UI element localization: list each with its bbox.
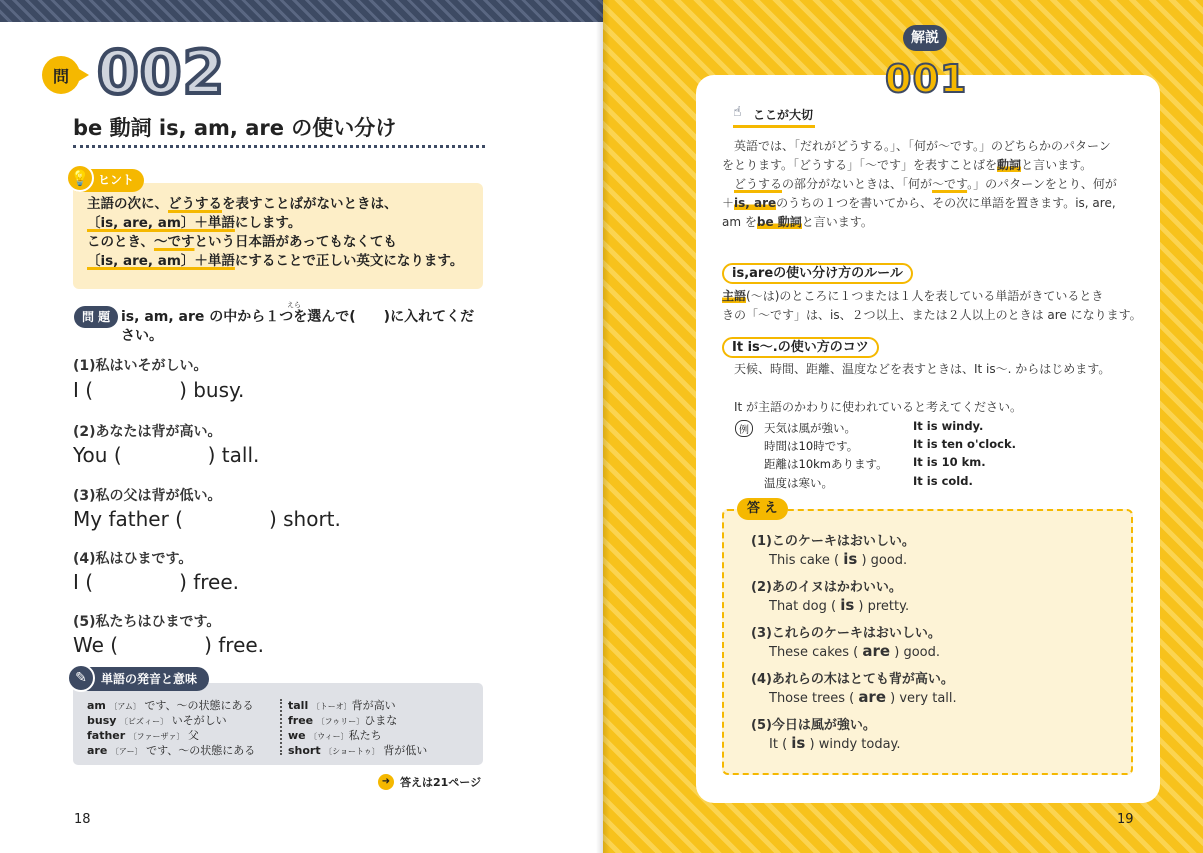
question-jp: (4)私はひまです。: [73, 551, 193, 567]
page-title: be 動詞 is, am, are の使い分け: [73, 116, 397, 140]
vocab-column-right: [288, 699, 427, 759]
vocab-entry: father 〔ファーザァ〕 父: [87, 729, 200, 742]
vocab-tag: 単語の発音と意味: [73, 667, 209, 691]
problem-tag: 問 題: [74, 306, 118, 328]
example-jp: 距離は10kmあります。: [764, 457, 888, 471]
important-heading: ここが大切: [733, 106, 815, 128]
answer-en: This cake ( is ) good.: [769, 550, 908, 568]
answer-page-link[interactable]: [378, 774, 481, 790]
vocab-box: [73, 683, 483, 765]
example-jp: 時間は10時です。: [764, 439, 859, 453]
vocab-entry: are 〔アー〕 です、〜の状態にある: [87, 744, 256, 757]
question-badge: 問: [42, 56, 80, 94]
vocab-entry: free 〔フゥリー〕ひまな: [288, 714, 398, 727]
vocab-entry: am 〔アム〕 です、〜の状態にある: [87, 699, 254, 712]
question-jp: (5)私たちはひまです。: [73, 614, 221, 630]
furigana: えら: [287, 301, 301, 309]
title-divider: [73, 145, 485, 148]
page-number-left: 18: [74, 812, 91, 827]
explanation-tag: 解説: [903, 25, 947, 51]
rule-heading: is,areの使い分け方のルール: [722, 263, 913, 284]
itis-paragraph: 天候、時間、距離、温度などを表すときは、It is〜. からはじめます。 It が主語のかわりに使われていると考えてください。: [734, 362, 1111, 414]
answer-link-text: 答えは21ページ: [400, 776, 482, 789]
vocab-column-left: [87, 699, 255, 759]
example-en: It is ten o'clock.: [913, 437, 1016, 451]
vocab-entry: short 〔ショートゥ〕 背が低い: [288, 744, 428, 757]
book-gutter: [596, 0, 610, 853]
question-en: I ( ) free.: [73, 570, 240, 594]
question-en: You ( ) tall.: [73, 443, 260, 467]
answer-en: Those trees ( are ) very tall.: [769, 688, 957, 706]
answer-jp: (1)このケーキはおいしい。: [751, 534, 915, 549]
answers-tag: 答 え: [737, 498, 788, 520]
question-jp: (3)私の父は背が低い。: [73, 488, 222, 504]
answer-jp: (2)あのイヌはかわいい。: [751, 580, 902, 595]
example-jp: 温度は寒い。: [764, 476, 833, 490]
vocab-entry: tall 〔トーオ〕背が高い: [288, 699, 396, 712]
arrow-right-icon: ➜: [378, 774, 394, 790]
vocab-separator: [280, 699, 282, 755]
example-en: It is windy.: [913, 419, 984, 433]
problem-instruction: is, am, are の中から１つを選んで( )に入れてください。: [121, 309, 475, 344]
page-number-right: 19: [1117, 812, 1134, 827]
explanation-number: 001: [885, 57, 968, 101]
answer-en: It ( is ) windy today.: [769, 734, 901, 752]
example-jp: 天気は風が強い。: [764, 421, 856, 435]
answer-jp: (4)あれらの木はとても背が高い。: [751, 672, 954, 687]
question-en: We ( ) free.: [73, 633, 265, 657]
question-number: 002: [97, 38, 226, 108]
question-en: My father ( ) short.: [73, 507, 341, 531]
pencil-icon: ✎: [67, 664, 95, 692]
question-jp: (2)あなたは背が高い。: [73, 424, 222, 440]
intro-paragraph: 英語では、「だれがどうする。」、「何が〜です。」のどちらかのパターン をとります。「どうする」「〜です」を表すことばを動詞と言います。 どうするの部分がないときは、「何が〜です。」のパターンをとり、何が ＋is, areのうちの１つを書いてから、その次に単語を置きます。is, are, am をbe 動詞と言います。: [722, 139, 1117, 229]
vocab-entry: busy 〔ビズィー〕 いそがしい: [87, 714, 227, 727]
vocab-entry: we 〔ウィー〕私たち: [288, 729, 382, 742]
example-en: It is 10 km.: [913, 455, 986, 469]
example-mark: 例: [735, 420, 753, 437]
question-jp: (1)私はいそがしい。: [73, 358, 208, 374]
top-stripe-band: [0, 0, 603, 22]
question-en: I ( ) busy.: [73, 378, 245, 402]
itis-heading: It is〜.の使い方のコツ: [722, 337, 879, 358]
answer-jp: (5)今日は風が強い。: [751, 718, 876, 733]
hint-box: 主語の次に、どうするを表すことばがないときは、 〔is, are, am〕＋単語にします。 このとき、〜ですという日本語があってもなくても 〔is, are, am〕＋単語にすることで正しい英文になります。: [73, 183, 483, 289]
rule-paragraph: 主語(〜は)のところに１つまたは１人を表している単語がきているとき きの「〜です」は、is、２つ以上、または２人以上のときは are になります。: [722, 289, 1142, 322]
answer-jp: (3)これらのケーキはおいしい。: [751, 626, 941, 641]
lightbulb-icon: 💡: [66, 164, 94, 192]
example-en: It is cold.: [913, 474, 973, 488]
answer-en: That dog ( is ) pretty.: [769, 596, 910, 614]
pointing-hand-icon: ☝: [733, 104, 742, 120]
hint-tag: ヒント: [68, 169, 144, 192]
answer-en: These cakes ( are ) good.: [769, 642, 940, 660]
